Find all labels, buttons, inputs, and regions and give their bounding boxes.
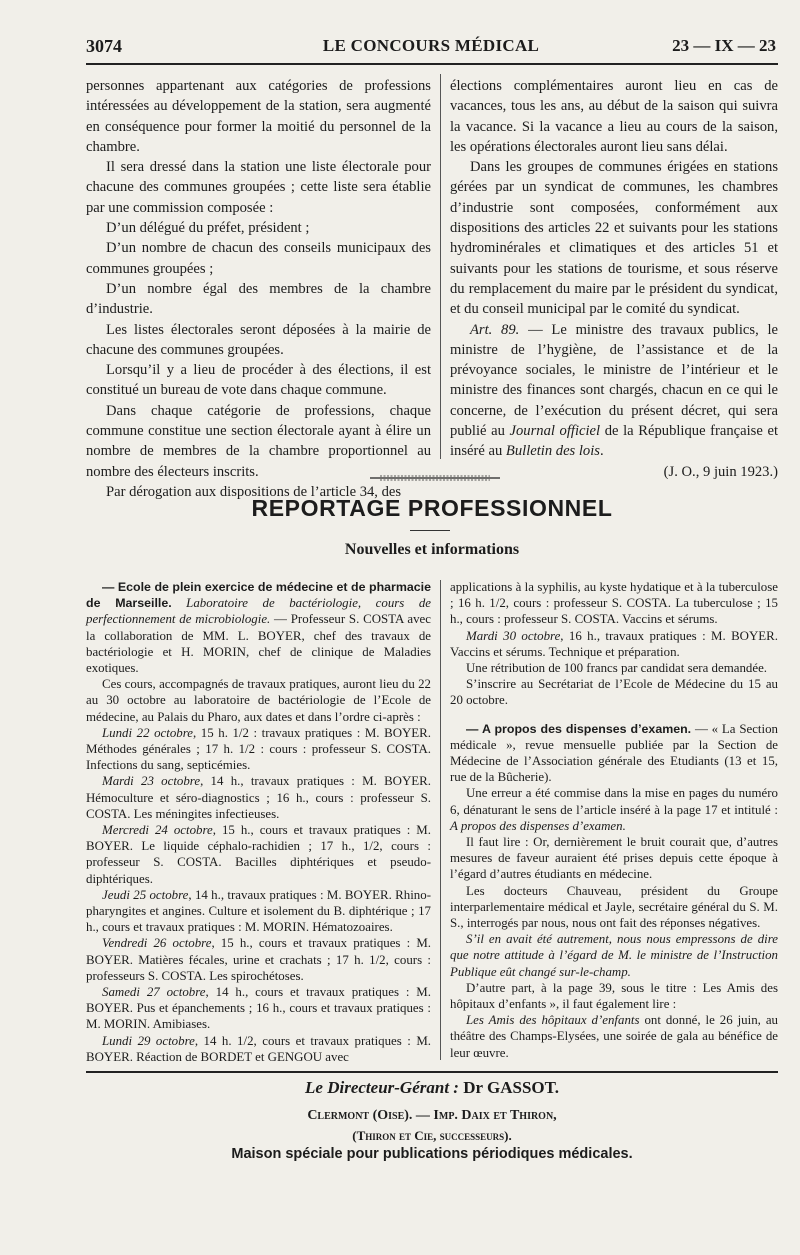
schedule-item: Vendredi 26 octobre, 15 h., cours et travaux pratiques : M. BOYER. Matières fécales, urine et crachats ; 17 h. 1/2, cours : professeurs S. COSTA. Les spirochétoses. xyxy=(86,936,432,983)
schedule-item: Samedi 27 octobre, 14 h., cours et travaux pratiques : M. BOYER. Pus et épanchements ; 16 h., cours et travaux pratiques : M. MORIN. Amibiases. xyxy=(86,985,431,1032)
column-divider xyxy=(440,74,441,459)
schedule-item: Lundi 29 octobre, 14 h. 1/2, cours et travaux pratiques : M. BOYER. Réaction de BORDET et GENGOU avec xyxy=(86,1033,432,1064)
imprint-line: (Thiron et Cie, successeurs). xyxy=(352,1128,512,1143)
paragraph: Les docteurs Chauveau, président du Groupe interparlementaire médical et Jayle, secrétaire général du S. M. S., interrogés par nous, nous ont fait des réponses négatives. xyxy=(450,883,778,931)
paragraph: Il faut lire : Or, dernièrement le bruit courait que, d’autres mesures de faveur auraient été prises depuis cette époque à l’égard d’autres étudiants en médecine. xyxy=(450,835,778,882)
ecole-heading: — Ecole de plein exercice de médecine et de pharmacie de Marseille. xyxy=(86,580,431,611)
paragraph: D’un nombre égal des membres de la chambre d’industrie. xyxy=(86,280,431,318)
dispenses-heading: — A propos des dispenses d’examen. xyxy=(466,721,692,736)
citation: (J. O., 9 juin 1923.) xyxy=(663,463,778,480)
section-rule xyxy=(410,530,450,531)
paragraph: Les listes électorales seront déposées à la mairie de chacune des communes groupées. xyxy=(86,321,431,358)
paragraph: Lorsqu’il y a lieu de procéder à des élections, il est constitué un bureau de vote dans chaque commune. xyxy=(86,362,431,399)
dispenses-heading-paragraph: — A propos des dispenses d’examen. — « La Section médicale », revue mensuelle publiée par la Section de Médecine de l’Association générale des Etudiants (13 et 15, rue de la Bûcherie). xyxy=(450,721,778,785)
bottom-left-column xyxy=(86,579,431,1065)
journal-title: LE CONCOURS MÉDICAL xyxy=(322,36,540,55)
paragraph: Dans chaque catégorie de professions, chaque commune constitue une section électorale ayant à élire un nombre de membres de la chambre proportionnel au nombre des électeurs inscrits. xyxy=(86,402,431,480)
paragraph: D’un nombre de chacun des conseils municipaux des communes groupées ; xyxy=(86,240,431,277)
section-subtitle: Nouvelles et informations xyxy=(344,541,520,558)
top-left-column xyxy=(86,76,431,502)
page-header xyxy=(86,36,776,60)
bulletin-des-lois: Bulletin des lois xyxy=(505,443,600,460)
paragraph: D’autre part, à la page 39, sous le titre : Les Amis des hôpitaux d’enfants », il faut également lire : xyxy=(450,980,778,1012)
schedule-item: Mardi 30 octobre, 16 h., travaux pratiques : M. BOYER. Vaccins et sérums. Technique et préparation. xyxy=(450,628,778,659)
paragraph: Une rétribution de 100 francs par candidat sera demandée. xyxy=(466,661,768,676)
header-rule xyxy=(86,63,778,65)
journal-officiel: Journal officiel xyxy=(509,423,601,440)
paragraph: D’un délégué du préfet, président ; xyxy=(106,220,310,237)
ornament-divider xyxy=(370,475,500,481)
schedule-item: Jeudi 25 octobre, 14 h., travaux pratiques : M. BOYER. Rhino-pharyngites et angines. Culture et isolement du B. diphtérique ; 17 h., cours et travaux pratiques : M. MORIN. Hématozoaires. xyxy=(86,887,431,935)
paragraph: Dans les groupes de communes érigées en stations gérées par un syndicat de communes, les chambres d’industrie sont composées, conformément aux dispositions des articles 22 et suivants pour les stations hydrominérales et climatiques et des articles 51 et suivants pour les stations de tourisme, et sous réserve du remplacement du maire par le président du syndicat, et du conseil municipal par le comité du syndicat. xyxy=(450,159,778,318)
paragraph: Par dérogation aux dispositions de l’article 34, des xyxy=(106,483,402,500)
director-name: Dr GASSOT. xyxy=(458,1078,559,1097)
footer-rule xyxy=(86,1071,778,1073)
top-right-column xyxy=(450,76,778,482)
issue-date: 23 — IX — 23 xyxy=(672,36,776,55)
ecole-heading-paragraph: — Ecole de plein exercice de médecine et de pharmacie de Marseille. Laboratoire de bactériologie, cours de perfectionnement de microbiologie. — Professeur S. COSTA avec la collaboration de MM. L. BOYER, chef des travaux de bactériologie et H. MORIN, chef de clinique de Maladies exotiques. xyxy=(86,580,431,676)
paragraph: Il sera dressé dans la station une liste électorale pour chacune des communes groupées ; cette liste sera établie par une commission composée : xyxy=(86,159,431,216)
paragraph: S’inscrire au Secrétariat de l’Ecole de Médecine du 15 au 20 octobre. xyxy=(450,677,778,708)
spacer xyxy=(450,709,778,721)
page-number: 3074 xyxy=(86,36,122,56)
schedule-item: Mardi 23 octobre, 14 h., travaux pratiques : M. BOYER. Hémoculture et séro-diagnostics ; 16 h., cours : professeur S. COSTA. Les méningites infectieuses. xyxy=(86,774,431,821)
paragraph: élections complémentaires auront lieu en cas de vacances, tous les ans, au début de la saison qui suivra la vacance. Si la vacance a lieu au cours de la saison, les opérations électorales auront lieu sans délai. xyxy=(450,78,778,155)
paragraph: Une erreur a été commise dans la mise en pages du numéro 6, dénaturant le sens de l’article inséré à la page 17 et intitulé : A propos des dispenses d’examen. xyxy=(450,786,778,833)
paragraph: personnes appartenant aux catégories de professions intéressées au développement de la station, sera augmenté en conséquence pour former la moitié du personnel de la chambre. xyxy=(86,78,431,155)
schedule-item: Mercredi 24 octobre, 15 h., cours et travaux pratiques : M. BOYER. Le liquide céphalo-rachidien ; 17 h., 1/2, cours : professeur S. COSTA. Bacilles diphtériques et pseudo-diphtériques. xyxy=(86,823,431,886)
schedule-item: Lundi 22 octobre, 15 h. 1/2 : travaux pratiques : M. BOYER. Méthodes générales ; 17 h. 1/2 : cours : professeur S. COSTA. Infections du sang, septicémies. xyxy=(86,725,432,773)
article-89: Art. 89. — Le ministre des travaux publics, le ministre de l’hygiène, de l’assistance et de la prévoyance sociales, le ministre de l’intérieur et le ministre des finances sont chargés, chacun en ce qui le concerne, de l’exécution du présent décret, qui sera publié au Journal officiel de la République française et inséré au Bulletin des lois. xyxy=(450,321,779,460)
paragraph: applications à la syphilis, au kyste hydatique et à la tuberculose ; 16 h. 1/2, cours : professeur S. COSTA. La tuberculose ; 15 h., cours : professeur S. COSTA. Vaccins et sérums. xyxy=(450,580,778,627)
column-divider xyxy=(440,580,441,1060)
paragraph: Ces cours, accompagnés de travaux pratiques, auront lieu du 22 au 30 octobre au laboratoire de bactériologie de l’Ecole de médecine, au Palais du Pharo, aux dates et dans l’ordre ci-après : xyxy=(86,677,431,724)
section-title: REPORTAGE PROFESSIONNEL xyxy=(251,495,613,521)
director-line: Le Directeur-Gérant : Dr GASSOT. xyxy=(305,1078,559,1097)
imprint-line: Clermont (Oise). — Imp. Daix et Thiron, xyxy=(307,1108,557,1123)
bottom-right-column xyxy=(450,579,778,1061)
paragraph: S’il en avait été autrement, nous nous empressons de dire que notre attitude à l’égard de M. le ministre de l’Instruction Publique eût changé sur-le-champ. xyxy=(450,932,778,979)
paragraph: Les Amis des hôpitaux d’enfants ont donné, le 26 juin, au théâtre des Champs-Elysées, une soirée de gala au bénéfice de leur œuvre. xyxy=(450,1013,778,1060)
imprint-line: Maison spéciale pour publications périodiques médicales. xyxy=(231,1146,633,1162)
article-label: Art. 89. xyxy=(470,321,520,338)
